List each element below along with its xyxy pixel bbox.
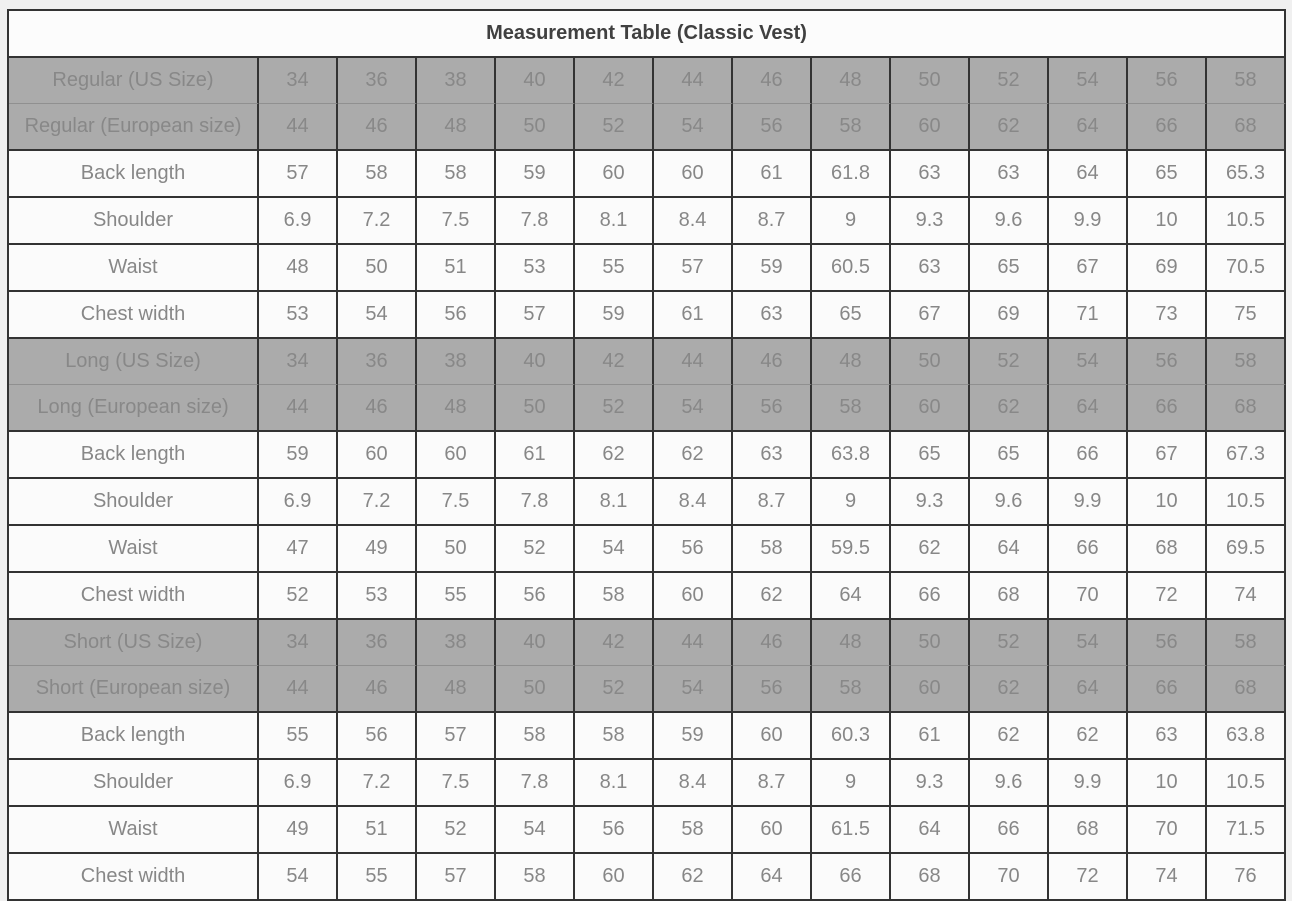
measurement-table-container	[7, 9, 1286, 901]
value-cell: 50	[496, 385, 575, 432]
row-label-cell: Chest width	[9, 854, 259, 901]
value-cell: 44	[654, 620, 733, 666]
value-cell: 9.3	[891, 198, 970, 245]
value-cell: 62	[1049, 713, 1128, 760]
value-cell: 52	[970, 339, 1049, 385]
value-cell: 48	[812, 620, 891, 666]
value-cell: 56	[496, 573, 575, 620]
value-cell: 40	[496, 620, 575, 666]
value-cell: 63	[1128, 713, 1207, 760]
value-cell: 6.9	[259, 760, 338, 807]
value-cell: 10.5	[1207, 760, 1286, 807]
value-cell: 65	[812, 292, 891, 339]
measurement-row	[9, 526, 1286, 573]
value-cell: 38	[417, 339, 496, 385]
size-header-row	[9, 58, 1286, 104]
value-cell: 7.5	[417, 479, 496, 526]
value-cell: 50	[891, 339, 970, 385]
value-cell: 58	[575, 573, 654, 620]
value-cell: 54	[654, 104, 733, 151]
value-cell: 8.1	[575, 479, 654, 526]
value-cell: 42	[575, 339, 654, 385]
measurement-table	[7, 9, 1286, 901]
row-label-cell: Regular (US Size)	[9, 58, 259, 104]
value-cell: 70	[1128, 807, 1207, 854]
value-cell: 67.3	[1207, 432, 1286, 479]
value-cell: 50	[891, 58, 970, 104]
value-cell: 57	[496, 292, 575, 339]
value-cell: 47	[259, 526, 338, 573]
value-cell: 57	[259, 151, 338, 198]
value-cell: 44	[259, 104, 338, 151]
value-cell: 58	[733, 526, 812, 573]
value-cell: 66	[1128, 666, 1207, 713]
value-cell: 58	[575, 713, 654, 760]
value-cell: 54	[1049, 339, 1128, 385]
value-cell: 7.5	[417, 760, 496, 807]
value-cell: 71.5	[1207, 807, 1286, 854]
value-cell: 10	[1128, 198, 1207, 245]
value-cell: 44	[654, 58, 733, 104]
page-title: Measurement Table (Classic Vest)	[9, 11, 1286, 58]
measurement-table-body	[9, 11, 1286, 901]
value-cell: 70	[1049, 573, 1128, 620]
row-label-cell: Short (European size)	[9, 666, 259, 713]
value-cell: 61	[654, 292, 733, 339]
value-cell: 34	[259, 620, 338, 666]
value-cell: 63.8	[1207, 713, 1286, 760]
value-cell: 9.6	[970, 760, 1049, 807]
value-cell: 58	[812, 104, 891, 151]
value-cell: 64	[891, 807, 970, 854]
value-cell: 60.5	[812, 245, 891, 292]
value-cell: 60	[338, 432, 417, 479]
value-cell: 9.3	[891, 760, 970, 807]
value-cell: 63	[733, 432, 812, 479]
value-cell: 66	[891, 573, 970, 620]
measurement-row	[9, 432, 1286, 479]
value-cell: 9.9	[1049, 198, 1128, 245]
value-cell: 48	[417, 104, 496, 151]
value-cell: 68	[891, 854, 970, 901]
value-cell: 52	[417, 807, 496, 854]
value-cell: 40	[496, 58, 575, 104]
value-cell: 7.5	[417, 198, 496, 245]
value-cell: 54	[338, 292, 417, 339]
value-cell: 73	[1128, 292, 1207, 339]
value-cell: 66	[1049, 432, 1128, 479]
value-cell: 59	[733, 245, 812, 292]
value-cell: 68	[1207, 666, 1286, 713]
value-cell: 68	[970, 573, 1049, 620]
value-cell: 34	[259, 58, 338, 104]
value-cell: 68	[1207, 104, 1286, 151]
value-cell: 56	[338, 713, 417, 760]
value-cell: 56	[733, 385, 812, 432]
value-cell: 56	[575, 807, 654, 854]
value-cell: 53	[496, 245, 575, 292]
value-cell: 42	[575, 58, 654, 104]
value-cell: 58	[338, 151, 417, 198]
row-label-cell: Back length	[9, 432, 259, 479]
value-cell: 62	[970, 104, 1049, 151]
value-cell: 58	[1207, 339, 1286, 385]
value-cell: 60	[654, 151, 733, 198]
value-cell: 44	[259, 385, 338, 432]
value-cell: 55	[259, 713, 338, 760]
value-cell: 8.4	[654, 479, 733, 526]
value-cell: 56	[1128, 339, 1207, 385]
value-cell: 61	[891, 713, 970, 760]
value-cell: 56	[1128, 620, 1207, 666]
value-cell: 66	[812, 854, 891, 901]
row-label-cell: Chest width	[9, 292, 259, 339]
value-cell: 67	[891, 292, 970, 339]
value-cell: 44	[259, 666, 338, 713]
value-cell: 71	[1049, 292, 1128, 339]
value-cell: 56	[733, 104, 812, 151]
value-cell: 59	[654, 713, 733, 760]
value-cell: 65	[970, 245, 1049, 292]
value-cell: 62	[891, 526, 970, 573]
value-cell: 58	[812, 385, 891, 432]
value-cell: 60	[891, 104, 970, 151]
value-cell: 52	[259, 573, 338, 620]
measurement-row	[9, 854, 1286, 901]
value-cell: 56	[417, 292, 496, 339]
row-label-cell: Long (European size)	[9, 385, 259, 432]
value-cell: 62	[654, 432, 733, 479]
measurement-row	[9, 479, 1286, 526]
value-cell: 70.5	[1207, 245, 1286, 292]
value-cell: 36	[338, 58, 417, 104]
value-cell: 38	[417, 620, 496, 666]
size-header-row	[9, 620, 1286, 666]
row-label-cell: Short (US Size)	[9, 620, 259, 666]
value-cell: 57	[654, 245, 733, 292]
value-cell: 64	[1049, 151, 1128, 198]
value-cell: 9	[812, 198, 891, 245]
value-cell: 75	[1207, 292, 1286, 339]
value-cell: 66	[1128, 385, 1207, 432]
value-cell: 48	[812, 58, 891, 104]
value-cell: 65	[1128, 151, 1207, 198]
row-label-cell: Back length	[9, 713, 259, 760]
value-cell: 58	[1207, 620, 1286, 666]
value-cell: 7.2	[338, 198, 417, 245]
value-cell: 66	[1049, 526, 1128, 573]
value-cell: 8.1	[575, 198, 654, 245]
value-cell: 36	[338, 620, 417, 666]
value-cell: 8.4	[654, 760, 733, 807]
value-cell: 60	[575, 151, 654, 198]
measurement-row	[9, 245, 1286, 292]
value-cell: 59.5	[812, 526, 891, 573]
value-cell: 6.9	[259, 479, 338, 526]
value-cell: 46	[338, 104, 417, 151]
value-cell: 65	[891, 432, 970, 479]
value-cell: 48	[417, 666, 496, 713]
value-cell: 66	[1128, 104, 1207, 151]
value-cell: 54	[654, 385, 733, 432]
value-cell: 52	[575, 104, 654, 151]
value-cell: 59	[259, 432, 338, 479]
value-cell: 54	[1049, 58, 1128, 104]
value-cell: 58	[496, 713, 575, 760]
value-cell: 61	[496, 432, 575, 479]
value-cell: 50	[417, 526, 496, 573]
value-cell: 64	[1049, 385, 1128, 432]
measurement-row	[9, 151, 1286, 198]
value-cell: 52	[575, 666, 654, 713]
value-cell: 65.3	[1207, 151, 1286, 198]
value-cell: 52	[575, 385, 654, 432]
value-cell: 61	[733, 151, 812, 198]
value-cell: 7.2	[338, 479, 417, 526]
value-cell: 48	[812, 339, 891, 385]
value-cell: 57	[417, 713, 496, 760]
value-cell: 10.5	[1207, 198, 1286, 245]
value-cell: 55	[575, 245, 654, 292]
row-label-cell: Waist	[9, 807, 259, 854]
value-cell: 50	[338, 245, 417, 292]
row-label-cell: Waist	[9, 526, 259, 573]
value-cell: 48	[417, 385, 496, 432]
value-cell: 58	[417, 151, 496, 198]
row-label-cell: Shoulder	[9, 198, 259, 245]
value-cell: 60	[575, 854, 654, 901]
value-cell: 60	[733, 713, 812, 760]
value-cell: 7.2	[338, 760, 417, 807]
value-cell: 64	[812, 573, 891, 620]
value-cell: 42	[575, 620, 654, 666]
row-label-cell: Chest width	[9, 573, 259, 620]
value-cell: 8.7	[733, 760, 812, 807]
value-cell: 69	[970, 292, 1049, 339]
value-cell: 64	[970, 526, 1049, 573]
value-cell: 10	[1128, 760, 1207, 807]
value-cell: 58	[1207, 58, 1286, 104]
size-header-row	[9, 339, 1286, 385]
value-cell: 50	[891, 620, 970, 666]
value-cell: 66	[970, 807, 1049, 854]
value-cell: 8.7	[733, 198, 812, 245]
measurement-row	[9, 292, 1286, 339]
value-cell: 50	[496, 104, 575, 151]
value-cell: 46	[733, 58, 812, 104]
value-cell: 9.6	[970, 198, 1049, 245]
value-cell: 61.5	[812, 807, 891, 854]
value-cell: 55	[417, 573, 496, 620]
value-cell: 53	[338, 573, 417, 620]
value-cell: 10.5	[1207, 479, 1286, 526]
value-cell: 50	[496, 666, 575, 713]
value-cell: 49	[338, 526, 417, 573]
size-header-row	[9, 104, 1286, 151]
value-cell: 9.9	[1049, 479, 1128, 526]
value-cell: 49	[259, 807, 338, 854]
value-cell: 74	[1207, 573, 1286, 620]
measurement-row	[9, 760, 1286, 807]
value-cell: 6.9	[259, 198, 338, 245]
value-cell: 59	[575, 292, 654, 339]
value-cell: 62	[654, 854, 733, 901]
value-cell: 60	[733, 807, 812, 854]
value-cell: 70	[970, 854, 1049, 901]
value-cell: 9.6	[970, 479, 1049, 526]
value-cell: 63	[891, 245, 970, 292]
measurement-row	[9, 807, 1286, 854]
value-cell: 46	[338, 666, 417, 713]
value-cell: 62	[733, 573, 812, 620]
value-cell: 7.8	[496, 760, 575, 807]
value-cell: 58	[812, 666, 891, 713]
value-cell: 38	[417, 58, 496, 104]
value-cell: 72	[1049, 854, 1128, 901]
value-cell: 64	[1049, 104, 1128, 151]
value-cell: 51	[417, 245, 496, 292]
value-cell: 56	[654, 526, 733, 573]
row-label-cell: Back length	[9, 151, 259, 198]
table-title-row	[9, 11, 1286, 58]
value-cell: 76	[1207, 854, 1286, 901]
value-cell: 44	[654, 339, 733, 385]
value-cell: 60	[654, 573, 733, 620]
size-header-row	[9, 666, 1286, 713]
row-label-cell: Shoulder	[9, 479, 259, 526]
value-cell: 55	[338, 854, 417, 901]
value-cell: 10	[1128, 479, 1207, 526]
value-cell: 62	[970, 666, 1049, 713]
value-cell: 64	[1049, 666, 1128, 713]
value-cell: 52	[496, 526, 575, 573]
value-cell: 61.8	[812, 151, 891, 198]
value-cell: 46	[733, 620, 812, 666]
value-cell: 58	[654, 807, 733, 854]
row-label-cell: Waist	[9, 245, 259, 292]
value-cell: 34	[259, 339, 338, 385]
value-cell: 58	[496, 854, 575, 901]
value-cell: 59	[496, 151, 575, 198]
value-cell: 60	[891, 666, 970, 713]
value-cell: 60	[891, 385, 970, 432]
value-cell: 62	[970, 713, 1049, 760]
value-cell: 51	[338, 807, 417, 854]
value-cell: 54	[259, 854, 338, 901]
value-cell: 60.3	[812, 713, 891, 760]
value-cell: 54	[496, 807, 575, 854]
value-cell: 68	[1049, 807, 1128, 854]
value-cell: 60	[417, 432, 496, 479]
value-cell: 46	[733, 339, 812, 385]
value-cell: 63.8	[812, 432, 891, 479]
value-cell: 56	[733, 666, 812, 713]
value-cell: 56	[1128, 58, 1207, 104]
measurement-row	[9, 713, 1286, 760]
value-cell: 52	[970, 620, 1049, 666]
row-label-cell: Shoulder	[9, 760, 259, 807]
value-cell: 68	[1207, 385, 1286, 432]
value-cell: 74	[1128, 854, 1207, 901]
value-cell: 57	[417, 854, 496, 901]
value-cell: 9	[812, 479, 891, 526]
value-cell: 9	[812, 760, 891, 807]
value-cell: 36	[338, 339, 417, 385]
value-cell: 72	[1128, 573, 1207, 620]
value-cell: 65	[970, 432, 1049, 479]
value-cell: 63	[891, 151, 970, 198]
measurement-row	[9, 573, 1286, 620]
value-cell: 40	[496, 339, 575, 385]
value-cell: 46	[338, 385, 417, 432]
value-cell: 62	[970, 385, 1049, 432]
value-cell: 69	[1128, 245, 1207, 292]
value-cell: 62	[575, 432, 654, 479]
value-cell: 7.8	[496, 198, 575, 245]
value-cell: 64	[733, 854, 812, 901]
row-label-cell: Long (US Size)	[9, 339, 259, 385]
value-cell: 67	[1049, 245, 1128, 292]
value-cell: 67	[1128, 432, 1207, 479]
value-cell: 8.1	[575, 760, 654, 807]
value-cell: 52	[970, 58, 1049, 104]
value-cell: 63	[733, 292, 812, 339]
size-header-row	[9, 385, 1286, 432]
value-cell: 53	[259, 292, 338, 339]
value-cell: 8.7	[733, 479, 812, 526]
value-cell: 54	[575, 526, 654, 573]
measurement-row	[9, 198, 1286, 245]
value-cell: 68	[1128, 526, 1207, 573]
row-label-cell: Regular (European size)	[9, 104, 259, 151]
value-cell: 7.8	[496, 479, 575, 526]
value-cell: 9.3	[891, 479, 970, 526]
value-cell: 69.5	[1207, 526, 1286, 573]
value-cell: 48	[259, 245, 338, 292]
value-cell: 54	[654, 666, 733, 713]
value-cell: 63	[970, 151, 1049, 198]
value-cell: 9.9	[1049, 760, 1128, 807]
value-cell: 8.4	[654, 198, 733, 245]
value-cell: 54	[1049, 620, 1128, 666]
